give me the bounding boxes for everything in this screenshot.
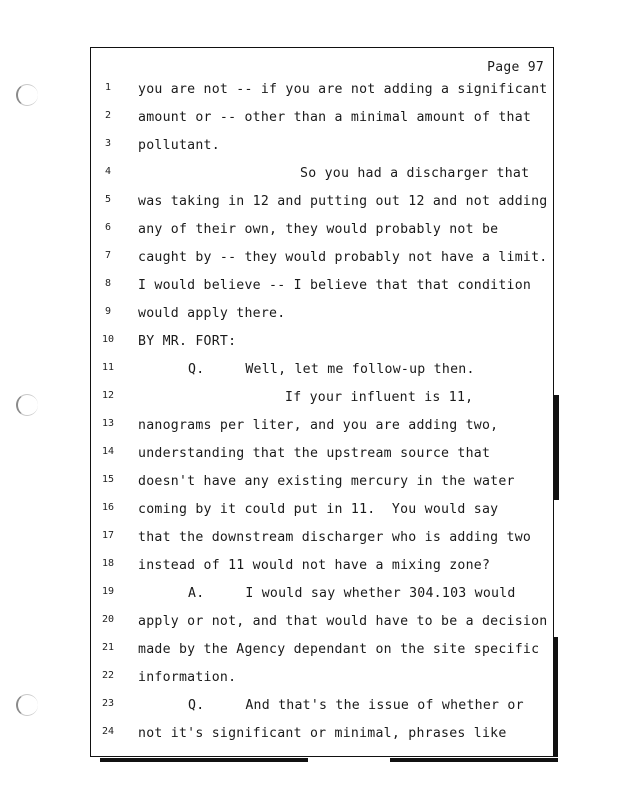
line-number: 22 [101,670,115,681]
line-text: coming by it could put in 11. You would say [138,502,499,517]
line-number: 14 [101,446,115,457]
line-number: 5 [104,194,112,205]
line-number: 17 [101,530,115,541]
line-text: any of their own, they would probably not be [138,222,499,237]
transcript-line [0,250,622,278]
line-text: made by the Agency dependant on the site specific [138,642,540,657]
transcript-line [0,614,622,642]
line-number: 3 [104,138,112,149]
transcript-line [0,558,622,586]
transcript-line [0,166,622,194]
transcript-line [0,418,622,446]
page-number: Page 97 [487,60,544,75]
transcript-line [0,474,622,502]
transcript-line [0,138,622,166]
line-text: instead of 11 would not have a mixing zone? [138,558,491,573]
line-text: doesn't have any existing mercury in the water [138,474,515,489]
frame-edge-mark [390,758,558,762]
transcript-line [0,362,622,390]
line-text: Q. Well, let me follow-up then. [188,362,475,377]
line-number: 15 [101,474,115,485]
line-text: Q. And that's the issue of whether or [188,698,524,713]
line-text: that the downstream discharger who is adding two [138,530,532,545]
line-number: 23 [101,698,115,709]
line-text: amount or -- other than a minimal amount of that [138,110,532,125]
line-text: I would believe -- I believe that that condition [138,278,532,293]
line-text: pollutant. [138,138,220,153]
frame-edge-mark [100,758,308,762]
line-text: information. [138,670,237,685]
line-text: was taking in 12 and putting out 12 and not adding [138,194,548,209]
line-text: If your influent is 11, [285,390,474,405]
transcript-line [0,642,622,670]
line-text: A. I would say whether 304.103 would [188,586,516,601]
line-text: BY MR. FORT: [138,334,237,349]
transcript-line [0,194,622,222]
line-text: So you had a discharger that [300,166,530,181]
transcript-line [0,334,622,362]
line-number: 20 [101,614,115,625]
transcript-line [0,586,622,614]
transcript-line [0,446,622,474]
line-number: 24 [101,726,115,737]
transcript-line [0,222,622,250]
transcript-line [0,698,622,726]
line-text: apply or not, and that would have to be a decision [138,614,548,629]
line-number: 21 [101,642,115,653]
line-number: 8 [104,278,112,289]
transcript-line [0,502,622,530]
line-number: 16 [101,502,115,513]
line-number: 19 [101,586,115,597]
transcript-line [0,82,622,110]
line-number: 7 [104,250,112,261]
line-text: not it's significant or minimal, phrases like [138,726,507,741]
line-number: 6 [104,222,112,233]
transcript-line [0,306,622,334]
transcript-line [0,390,622,418]
line-number: 11 [101,362,115,373]
line-text: you are not -- if you are not adding a significant [138,82,548,97]
transcript-line [0,670,622,698]
line-text: caught by -- they would probably not have a limit. [138,250,548,265]
line-number: 9 [104,306,112,317]
transcript-line [0,278,622,306]
transcript-line [0,110,622,138]
transcript-line [0,530,622,558]
line-number: 10 [101,334,115,345]
line-number: 18 [101,558,115,569]
line-number: 1 [104,82,112,93]
line-number: 13 [101,418,115,429]
line-text: would apply there. [138,306,286,321]
transcript-line [0,726,622,754]
line-text: understanding that the upstream source that [138,446,491,461]
line-number: 2 [104,110,112,121]
line-number: 4 [104,166,112,177]
line-number: 12 [101,390,115,401]
line-text: nanograms per liter, and you are adding two, [138,418,499,433]
